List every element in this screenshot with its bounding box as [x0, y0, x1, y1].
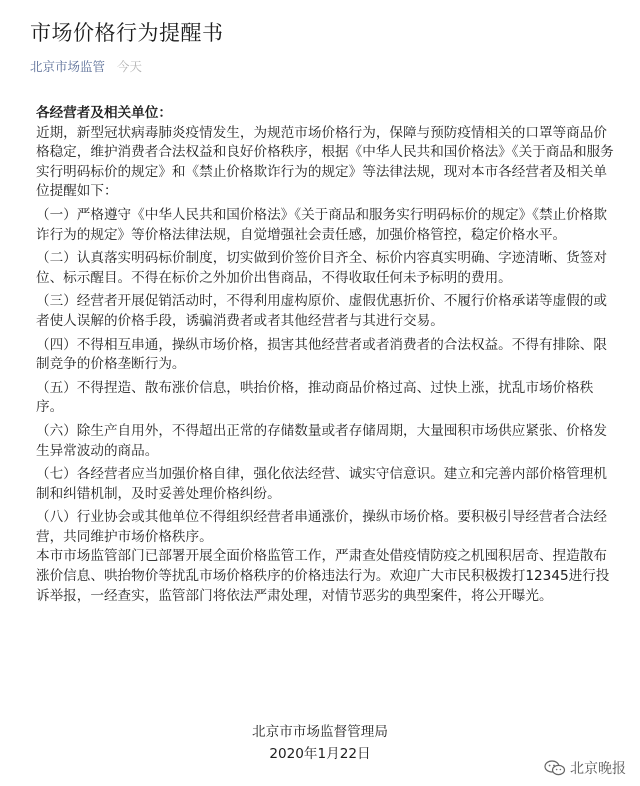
document-intro: 近期，新型冠状病毒肺炎疫情发生，为规范市场价格行为，保障与预防疫情相关的口罩等商品价格稳定，维护消费者合法权益和良好价格秩序，根据《中华人民共和国价格法》《关于商品和服务实行明码标价的规定》和《禁止价格欺诈行为的规定》等法律法规，现对本市各经营者及相关单位提醒如下：	[36, 124, 614, 200]
article-header	[30, 18, 620, 76]
document-closing: 本市市场监管部门已部署开展全面价格监管工作，严肃查处借疫情防疫之机囤积居奇、捏造散布涨价信息、哄抬物价等扰乱市场价格秩序的价格违法行为。欢迎广大市民积极拨打12345进行投诉举报，一经查实，监管部门将依法严肃处理，对情节恶劣的典型案件，将公开曝光。	[36, 548, 610, 604]
document-item: （七）各经营者应当加强价格自律，强化依法经营、诚实守信意识。建立和完善内部价格管理机制和纠错机制，及时妥善处理价格纠纷。	[36, 466, 607, 502]
publish-date: 今天	[117, 59, 143, 74]
document-item: （三）经营者开展促销活动时，不得利用虚构原价、虚假优惠折价、不履行价格承诺等虚假的或者使人误解的价格手段，诱骗消费者或者其他经营者与其进行交易。	[36, 293, 607, 329]
wechat-icon	[544, 760, 566, 776]
newspaper-watermark	[544, 758, 626, 778]
article-meta	[30, 58, 620, 76]
document-sign-date: 2020年1月22日	[269, 746, 371, 762]
document-item: （八）行业协会或其他单位不得组织经营者串通涨价，操纵市场价格。要积极引导经营者合法经营，共同维护市场价格秩序。	[36, 509, 607, 545]
document-item: （六）除生产自用外，不得超出正常的存储数量或者存储周期，大量囤积市场供应紧张、价格发生异常波动的商品。	[36, 422, 607, 459]
watermark-text: 北京晚报	[570, 761, 626, 777]
document-item: （五）不得捏造、散布涨价信息，哄抬价格，推动商品价格过高、过快上涨，扰乱市场价格秩序。	[36, 379, 594, 416]
document-body	[36, 104, 616, 606]
source-account-link[interactable]: 北京市场监管	[30, 59, 106, 74]
document-greeting: 各经营者及相关单位：	[36, 105, 172, 121]
document-item: （二）认真落实明码标价制度，切实做到价签价目齐全、标价内容真实明确、字迹清晰、货签对位、标示醒目。不得在标价之外加价出售商品，不得收取任何未予标明的费用。	[36, 250, 607, 286]
document-image	[0, 92, 640, 786]
article-title: 市场价格行为提醒书	[30, 21, 224, 45]
document-item: （四）不得相互串通，操纵市场价格，损害其他经营者或者消费者的合法权益。不得有排除、限制竞争的价格垄断行为。	[36, 336, 607, 373]
document-signature: 北京市市场监督管理局	[252, 724, 388, 740]
document-item: （一）严格遵守《中华人民共和国价格法》《关于商品和服务实行明码标价的规定》《禁止价格欺诈行为的规定》等价格法律法规，自觉增强社会责任感，加强价格管控，稳定价格水平。	[36, 206, 607, 243]
